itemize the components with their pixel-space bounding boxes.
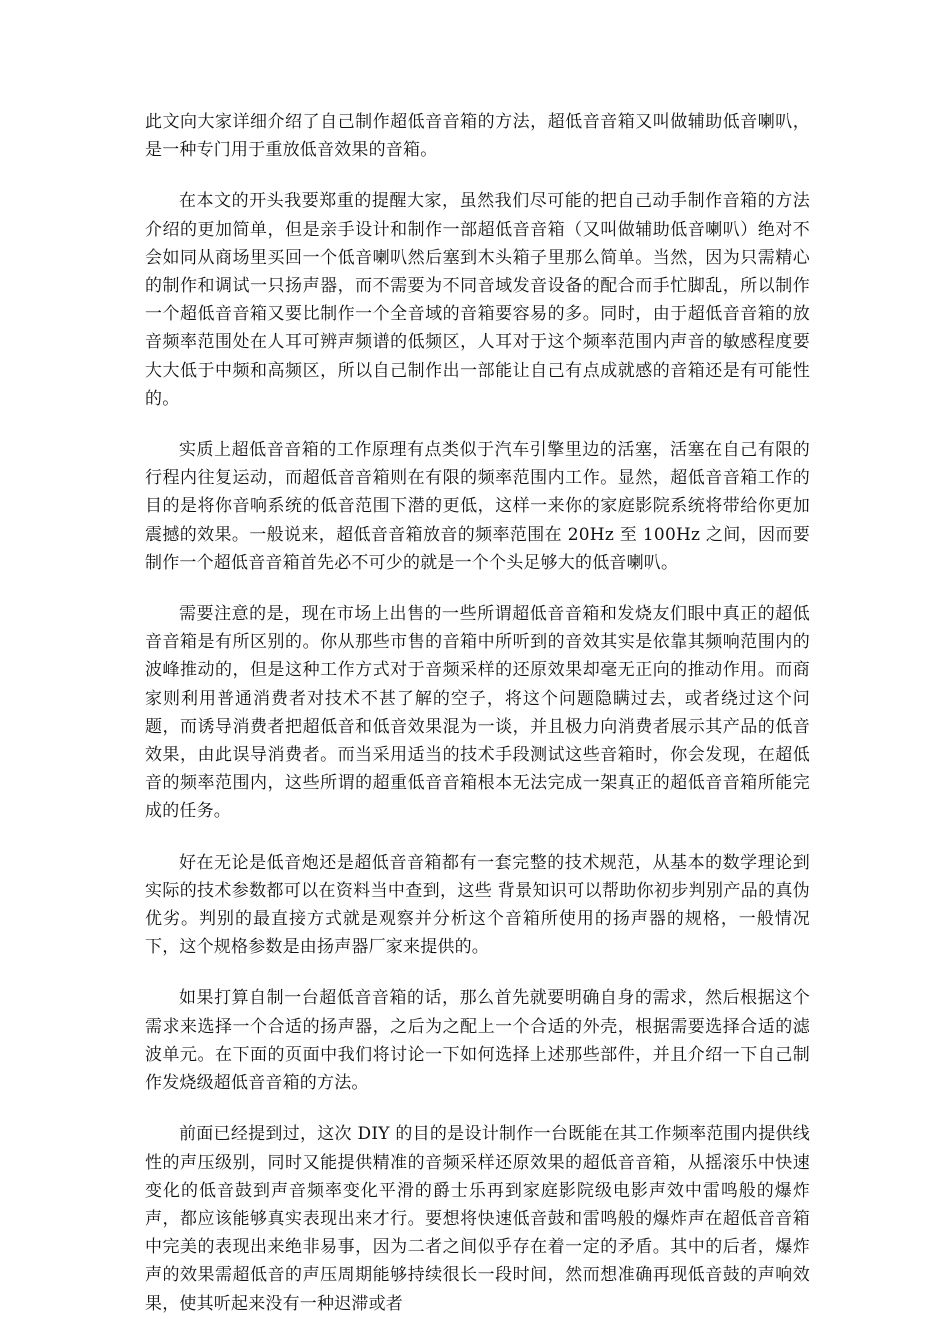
paragraph-intro: 此文向大家详细介绍了自己制作超低音音箱的方法，超低音音箱又叫做辅助低音喇叭，是一种专门用于重放低音效果的音箱。 bbox=[145, 112, 810, 161]
paragraph-specifications: 好在无论是低音炮还是超低音音箱都有一套完整的技术规范，从基本的数学理论到实际的技术参数都可以在资料当中查到，这些 背景知识可以帮助你初步判别产品的真伪优劣。判别的最直接方式就是观察并分析这个音箱所使用的扬声器的规格，一般情况下，这个规格参数是由扬声器厂家来提供的。 bbox=[145, 852, 810, 958]
paragraph-warning: 在本文的开头我要郑重的提醒大家，虽然我们尽可能的把自己动手制作音箱的方法介绍的更加简单，但是亲手设计和制作一部超低音音箱（又叫做辅助低音喇叭）绝对不会如同从商场里买回一个低音喇叭然后塞到木头箱子里那么简单。当然，因为只需精心的制作和调试一只扬声器，而不需要为不同音域发音设备的配合而手忙脚乱，所以制作一个超低音音箱又要比制作一个全音域的音箱要容易的多。同时，由于超低音音箱的放音频率范围处在人耳可辨声频谱的低频区，人耳对于这个频率范围内声音的敏感程度要大大低于中频和高频区，所以自己制作出一部能让自己有点成就感的音箱还是有可能性的。 bbox=[145, 191, 810, 409]
paragraph-principle: 实质上超低音音箱的工作原理有点类似于汽车引擎里边的活塞，活塞在自己有限的行程内往复运动，而超低音音箱则在有限的频率范围内工作。显然，超低音音箱工作的目的是将你音响系统的低音范围下潜的更低，这样一来你的家庭影院系统将带给你更加震撼的效果。一般说来，超低音音箱放音的频率范围在 20Hz 至 100Hz 之间，因而要制作一个超低音音箱首先必不可少的就是一个个头足够大的低音喇叭。 bbox=[145, 440, 810, 573]
document-body bbox=[145, 108, 810, 1341]
paragraph-market-note: 需要注意的是，现在市场上出售的一些所谓超低音音箱和发烧友们眼中真正的超低音音箱是有所区别的。你从那些市售的音箱中所听到的音效其实是依靠其频响范围内的波峰推动的，但是这种工作方式对于音频采样的还原效果却毫无正向的推动作用。而商家则利用普通消费者对技术不甚了解的空子，将这个问题隐瞒过去，或者绕过这个问题，而诱导消费者把超低音和低音效果混为一谈，并且极力向消费者展示其产品的低音效果，由此误导消费者。而当采用适当的技术手段测试这些音箱时，你会发现，在超低音的频率范围内，这些所谓的超重低音音箱根本无法完成一架真正的超低音音箱所能完成的任务。 bbox=[145, 604, 810, 822]
paragraph-requirements: 如果打算自制一台超低音音箱的话，那么首先就要明确自身的需求，然后根据这个需求来选择一个合适的扬声器，之后为之配上一个合适的外壳，根据需要选择合适的滤波单元。在下面的页面中我们将讨论一下如何选择上述那些部件，并且介绍一下自己制作发烧级超低音音箱的方法。 bbox=[145, 988, 810, 1094]
paragraph-diy-goal: 前面已经提到过，这次 DIY 的目的是设计制作一台既能在其工作频率范围内提供线性的声压级别，同时又能提供精准的音频采样还原效果的超低音音箱，从摇滚乐中快速变化的低音鼓到声音频率变化平滑的爵士乐再到家庭影院级电影声效中雷鸣般的爆炸声，都应该能够真实表现出来才行。要想将快速低音鼓和雷鸣般的爆炸声在超低音音箱中完美的表现出来绝非易事，因为二者之间似乎存在着一定的矛盾。其中的后者，爆炸声的效果需超低音的声压周期能够持续很长一段时间，然而想准确再现低音鼓的声响效果，使其听起来没有一种迟滞或者 bbox=[145, 1124, 810, 1314]
